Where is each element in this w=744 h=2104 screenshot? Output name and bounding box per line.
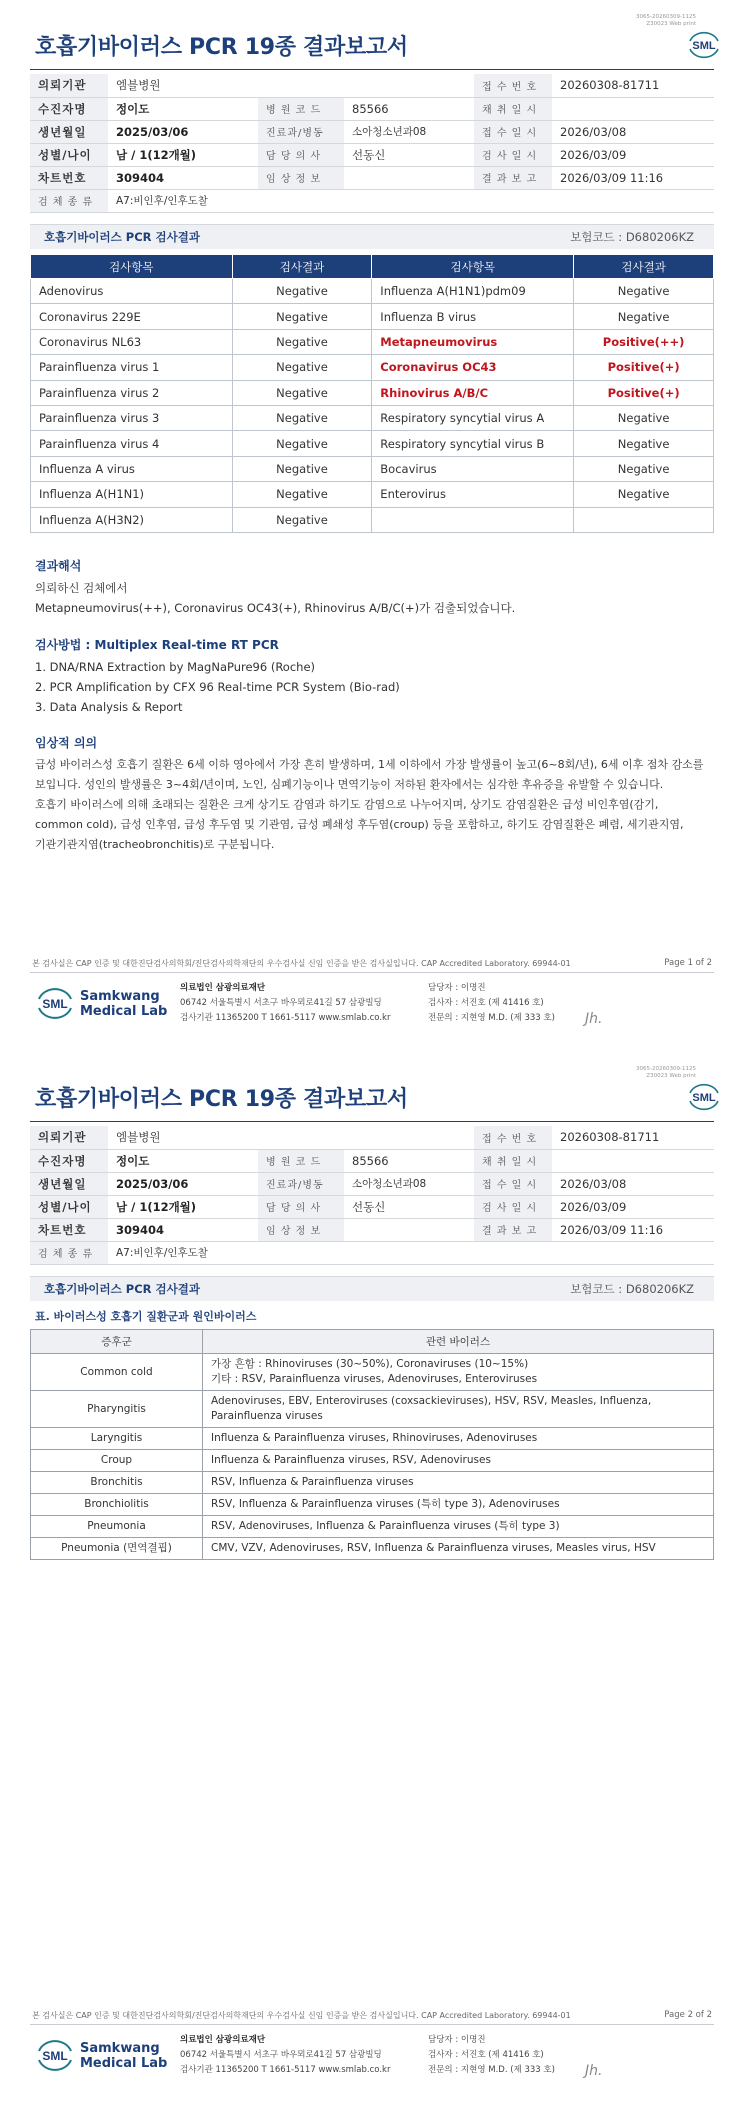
test-name: Coronavirus NL63 <box>31 329 233 354</box>
label-hospital-code: 병 원 코 드 <box>258 1149 344 1172</box>
requesting-org: 엠블병원 <box>108 1126 474 1149</box>
page-number: Page 2 of 2 <box>664 2010 712 2020</box>
received-date: 2026/03/08 <box>552 120 714 143</box>
result-row <box>31 431 714 456</box>
label-physician: 담 당 의 사 <box>258 143 344 166</box>
label-sex-age: 성별/나이 <box>30 143 108 166</box>
accession-number: 20260308-81711 <box>552 1126 714 1149</box>
info-row <box>30 1149 714 1172</box>
label-clinical-info: 임 상 정 보 <box>258 166 344 189</box>
label-patient-name: 수진자명 <box>30 1149 108 1172</box>
syndrome-header-row <box>31 1330 714 1354</box>
result-row <box>31 482 714 507</box>
test-result <box>574 507 714 532</box>
result-row <box>31 380 714 405</box>
info-row <box>30 74 714 97</box>
test-name: Parainfluenza virus 4 <box>31 431 233 456</box>
requesting-org: 엠블병원 <box>108 74 474 97</box>
label-patient-name: 수진자명 <box>30 97 108 120</box>
info-row <box>30 189 714 212</box>
patient-info-table <box>30 74 714 213</box>
insurance-code: 보험코드 : D680206KZ <box>570 1282 694 1296</box>
method-step: 1. DNA/RNA Extraction by MagNaPure96 (Roche) <box>35 660 316 674</box>
syndrome-table-title: 표. 바이러스성 호흡기 질환군과 원인바이러스 <box>35 1310 257 1323</box>
positive-test-result: Positive(+) <box>574 355 714 380</box>
footer-rule <box>30 972 714 973</box>
test-name: Influenza A(H3N2) <box>31 507 233 532</box>
clinical-heading: 임상적 의의 <box>35 736 98 750</box>
doc-id: 3065-20260309-1125 Z30023 Web print <box>636 14 696 27</box>
received-date: 2026/03/08 <box>552 1172 714 1195</box>
page-title: 호흡기바이러스 PCR 19종 결과보고서 <box>35 35 408 60</box>
syndrome-row <box>31 1450 714 1472</box>
hospital-code: 85566 <box>344 1149 474 1172</box>
results-section-bar <box>30 1276 714 1301</box>
label-requesting-org: 의뢰기관 <box>30 1126 108 1149</box>
positive-test-name: Coronavirus OC43 <box>372 355 574 380</box>
info-row <box>30 1241 714 1264</box>
results-table <box>30 254 714 533</box>
result-row <box>31 279 714 304</box>
label-physician: 담 당 의 사 <box>258 1195 344 1218</box>
syndrome-name: Common cold <box>31 1354 203 1391</box>
related-viruses: 가장 흔함 : Rhinoviruses (30~50%), Coronaviruses (10~15%) 기타 : RSV, Parainfluenza viruses, Adenoviruses, Enteroviruses <box>203 1354 714 1391</box>
department: 소아청소년과08 <box>344 120 474 143</box>
col-header-syndrome: 증후군 <box>31 1330 203 1354</box>
insurance-code: 보험코드 : D680206KZ <box>570 230 694 244</box>
related-viruses: RSV, Adenoviruses, Influenza & Parainfluenza viruses (특히 type 3) <box>203 1516 714 1538</box>
test-name: Influenza A virus <box>31 456 233 481</box>
test-name: Adenovirus <box>31 279 233 304</box>
staff-info: 담당자 : 이명진 검사자 : 서진호 (제 41416 호) 전문의 : 지현영 M.D. (제 333 호) <box>428 983 555 1023</box>
interpretation-heading: 결과해석 <box>35 559 82 573</box>
label-collection-date: 채 취 일 시 <box>474 1149 552 1172</box>
clinical-line: 기관기관지염(tracheobronchitis)로 구분됩니다. <box>35 838 275 851</box>
brand-name: Samkwang Medical Lab <box>80 2041 168 2071</box>
syndrome-row <box>31 1494 714 1516</box>
syndrome-row <box>31 1516 714 1538</box>
interpretation-line: 의뢰하신 검체에서 <box>35 581 128 595</box>
label-chart-number: 차트번호 <box>30 166 108 189</box>
test-result: Negative <box>574 279 714 304</box>
test-result: Negative <box>232 279 372 304</box>
test-result: Negative <box>232 405 372 430</box>
signature: Jh. <box>585 1011 603 1027</box>
info-row <box>30 166 714 189</box>
syndrome-name: Bronchitis <box>31 1472 203 1494</box>
info-row <box>30 120 714 143</box>
label-report-date: 결 과 보 고 <box>474 166 552 189</box>
sex-age: 남 / 1(12개월) <box>108 143 258 166</box>
specimen-type: A7:비인후/인후도찰 <box>108 189 714 212</box>
test-result: Negative <box>574 456 714 481</box>
test-result: Negative <box>232 456 372 481</box>
col-header-test: 검사항목 <box>31 255 233 279</box>
report-page-2 <box>0 1052 744 2104</box>
method-section <box>35 635 715 717</box>
col-header-result: 검사결과 <box>232 255 372 279</box>
syndrome-row <box>31 1354 714 1391</box>
department: 소아청소년과08 <box>344 1172 474 1195</box>
related-viruses: CMV, VZV, Adenoviruses, RSV, Influenza & Parainfluenza viruses, Measles virus, HSV <box>203 1538 714 1560</box>
test-name: Parainfluenza virus 2 <box>31 380 233 405</box>
info-row <box>30 143 714 166</box>
svg-text:SML: SML <box>42 997 68 1011</box>
sex-age: 남 / 1(12개월) <box>108 1195 258 1218</box>
method-step: 2. PCR Amplification by CFX 96 Real-time PCR System (Bio-rad) <box>35 680 400 694</box>
syndrome-name: Pneumonia (면역결핍) <box>31 1538 203 1560</box>
collection-date <box>552 97 714 120</box>
related-viruses: RSV, Influenza & Parainfluenza viruses (특히 type 3), Adenoviruses <box>203 1494 714 1516</box>
test-result: Negative <box>232 304 372 329</box>
label-specimen-type: 검 체 종 류 <box>30 1241 108 1264</box>
info-row <box>30 1172 714 1195</box>
col-header-result: 검사결과 <box>574 255 714 279</box>
label-test-date: 검 사 일 시 <box>474 1195 552 1218</box>
method-heading: 검사방법 : Multiplex Real-time RT PCR <box>35 638 279 652</box>
positive-test-name: Rhinovirus A/B/C <box>372 380 574 405</box>
results-section-bar <box>30 224 714 249</box>
org-info: 의료법인 삼광의료재단 06742 서울특별시 서초구 바우뫼로41길 57 삼광빌딩 검사기관 11365200 T 1661-5117 www.smlab.co.kr <box>180 983 391 1023</box>
report-date: 2026/03/09 11:16 <box>552 166 714 189</box>
label-clinical-info: 임 상 정 보 <box>258 1218 344 1241</box>
col-header-test: 검사항목 <box>372 255 574 279</box>
test-result: Negative <box>574 304 714 329</box>
signature: Jh. <box>585 2063 603 2079</box>
label-report-date: 결 과 보 고 <box>474 1218 552 1241</box>
physician: 선동신 <box>344 1195 474 1218</box>
label-hospital-code: 병 원 코 드 <box>258 97 344 120</box>
clinical-info <box>344 166 474 189</box>
clinical-section <box>35 733 715 855</box>
page-number: Page 1 of 2 <box>664 958 712 968</box>
test-date: 2026/03/09 <box>552 143 714 166</box>
patient-name: 정이도 <box>108 1149 258 1172</box>
chart-number: 309404 <box>108 1218 258 1241</box>
syndrome-row <box>31 1428 714 1450</box>
method-step: 3. Data Analysis & Report <box>35 700 183 714</box>
syndrome-row <box>31 1391 714 1428</box>
test-result: Negative <box>232 507 372 532</box>
positive-test-result: Positive(++) <box>574 329 714 354</box>
clinical-line: 호흡기 바이러스에 의해 초래되는 질환은 크게 상기도 감염과 하기도 감염으로 나누어지며, 상기도 감염질환은 급성 비인후염(감기, <box>35 798 659 811</box>
test-result: Negative <box>232 431 372 456</box>
brand-name: Samkwang Medical Lab <box>80 989 168 1019</box>
result-row <box>31 405 714 430</box>
label-department: 진료과/병동 <box>258 1172 344 1195</box>
test-result: Negative <box>574 482 714 507</box>
syndrome-name: Laryngitis <box>31 1428 203 1450</box>
svg-text:SML: SML <box>42 2049 68 2063</box>
title-rule <box>30 1121 714 1122</box>
positive-test-result: Positive(+) <box>574 380 714 405</box>
col-header-viruses: 관련 바이러스 <box>203 1330 714 1354</box>
result-row <box>31 507 714 532</box>
related-viruses: Influenza & Parainfluenza viruses, RSV, Adenoviruses <box>203 1450 714 1472</box>
sml-logo-icon <box>684 1080 724 1114</box>
test-name: Bocavirus <box>372 456 574 481</box>
label-department: 진료과/병동 <box>258 120 344 143</box>
test-name: Coronavirus 229E <box>31 304 233 329</box>
label-chart-number: 차트번호 <box>30 1218 108 1241</box>
test-name: Influenza A(H1N1)pdm09 <box>372 279 574 304</box>
syndrome-name: Pneumonia <box>31 1516 203 1538</box>
results-header-row <box>31 255 714 279</box>
test-result: Negative <box>232 329 372 354</box>
accession-number: 20260308-81711 <box>552 74 714 97</box>
accreditation-note: 본 검사실은 CAP 인증 및 대한진단검사의학회/진단검사의학재단의 우수검사실 신임 인증을 받은 검사실입니다. CAP Accredited Laboratory. 69944-01 <box>32 959 571 968</box>
hospital-code: 85566 <box>344 97 474 120</box>
test-result: Negative <box>232 355 372 380</box>
label-sex-age: 성별/나이 <box>30 1195 108 1218</box>
accreditation-note: 본 검사실은 CAP 인증 및 대한진단검사의학회/진단검사의학재단의 우수검사실 신임 인증을 받은 검사실입니다. CAP Accredited Laboratory. 69944-01 <box>32 2011 571 2020</box>
sml-logo-icon <box>684 28 724 62</box>
test-name <box>372 507 574 532</box>
result-row <box>31 355 714 380</box>
related-viruses: Adenoviruses, EBV, Enteroviruses (coxsackieviruses), HSV, RSV, Measles, Influenza, Parainfluenza viruses <box>203 1391 714 1428</box>
results-section-title: 호흡기바이러스 PCR 검사결과 <box>44 230 200 244</box>
staff-info: 담당자 : 이명진 검사자 : 서진호 (제 41416 호) 전문의 : 지현영 M.D. (제 333 호) <box>428 2035 555 2075</box>
test-date: 2026/03/09 <box>552 1195 714 1218</box>
interpretation-section <box>35 556 715 618</box>
svg-text:SML: SML <box>692 40 716 52</box>
label-received-date: 접 수 일 시 <box>474 1172 552 1195</box>
syndrome-table <box>30 1329 714 1560</box>
label-accession-number: 접 수 번 호 <box>474 1126 552 1149</box>
clinical-line: 급성 바이러스성 호흡기 질환은 6세 이하 영아에서 가장 흔히 발생하며, 1세 이하에서 가장 발생률이 높고(6~8회/년), 6세 이후 점차 감소를 <box>35 758 704 771</box>
label-accession-number: 접 수 번 호 <box>474 74 552 97</box>
collection-date <box>552 1149 714 1172</box>
info-row <box>30 1126 714 1149</box>
samkwang-logo-icon <box>35 983 75 1023</box>
svg-text:SML: SML <box>692 1092 716 1104</box>
clinical-info <box>344 1218 474 1241</box>
results-section-title: 호흡기바이러스 PCR 검사결과 <box>44 1282 200 1296</box>
org-info: 의료법인 삼광의료재단 06742 서울특별시 서초구 바우뫼로41길 57 삼광빌딩 검사기관 11365200 T 1661-5117 www.smlab.co.kr <box>180 2035 391 2075</box>
label-collection-date: 채 취 일 시 <box>474 97 552 120</box>
doc-id: 3065-20260309-1125 Z30023 Web print <box>636 1066 696 1079</box>
label-requesting-org: 의뢰기관 <box>30 74 108 97</box>
test-name: Enterovirus <box>372 482 574 507</box>
syndrome-name: Croup <box>31 1450 203 1472</box>
label-birth-date: 생년월일 <box>30 120 108 143</box>
footer-rule <box>30 2024 714 2025</box>
test-name: Parainfluenza virus 3 <box>31 405 233 430</box>
syndrome-row <box>31 1472 714 1494</box>
info-row <box>30 97 714 120</box>
birth-date: 2025/03/06 <box>108 1172 258 1195</box>
related-viruses: RSV, Influenza & Parainfluenza viruses <box>203 1472 714 1494</box>
test-result: Negative <box>232 482 372 507</box>
syndrome-name: Bronchiolitis <box>31 1494 203 1516</box>
syndrome-name: Pharyngitis <box>31 1391 203 1428</box>
test-name: Influenza B virus <box>372 304 574 329</box>
label-birth-date: 생년월일 <box>30 1172 108 1195</box>
test-result: Negative <box>232 380 372 405</box>
syndrome-row <box>31 1538 714 1560</box>
result-row <box>31 456 714 481</box>
report-date: 2026/03/09 11:16 <box>552 1218 714 1241</box>
interpretation-line: Metapneumovirus(++), Coronavirus OC43(+), Rhinovirus A/B/C(+)가 검출되었습니다. <box>35 601 516 615</box>
result-row <box>31 304 714 329</box>
patient-name: 정이도 <box>108 97 258 120</box>
label-received-date: 접 수 일 시 <box>474 120 552 143</box>
info-row <box>30 1195 714 1218</box>
test-name: Influenza A(H1N1) <box>31 482 233 507</box>
related-viruses: Influenza & Parainfluenza viruses, Rhinoviruses, Adenoviruses <box>203 1428 714 1450</box>
test-name: Respiratory syncytial virus A <box>372 405 574 430</box>
test-result: Negative <box>574 405 714 430</box>
label-test-date: 검 사 일 시 <box>474 143 552 166</box>
specimen-type: A7:비인후/인후도찰 <box>108 1241 714 1264</box>
label-specimen-type: 검 체 종 류 <box>30 189 108 212</box>
test-name: Parainfluenza virus 1 <box>31 355 233 380</box>
birth-date: 2025/03/06 <box>108 120 258 143</box>
info-row <box>30 1218 714 1241</box>
clinical-line: common cold), 급성 인후염, 급성 후두염 및 기관염, 급성 폐쇄성 후두염(croup) 등을 포함하고, 하기도 감염질환은 폐렴, 세기관지염, <box>35 818 684 831</box>
result-row <box>31 329 714 354</box>
samkwang-logo-icon <box>35 2035 75 2075</box>
positive-test-name: Metapneumovirus <box>372 329 574 354</box>
chart-number: 309404 <box>108 166 258 189</box>
patient-info-table <box>30 1126 714 1265</box>
clinical-line: 보입니다. 성인의 발생률은 3~4회/년이며, 노인, 심폐기능이나 면역기능이 저하된 환자에서는 심각한 후유증을 유발할 수 있습니다. <box>35 778 664 791</box>
title-rule <box>30 69 714 70</box>
test-result: Negative <box>574 431 714 456</box>
test-name: Respiratory syncytial virus B <box>372 431 574 456</box>
page-title: 호흡기바이러스 PCR 19종 결과보고서 <box>35 1087 408 1112</box>
physician: 선동신 <box>344 143 474 166</box>
